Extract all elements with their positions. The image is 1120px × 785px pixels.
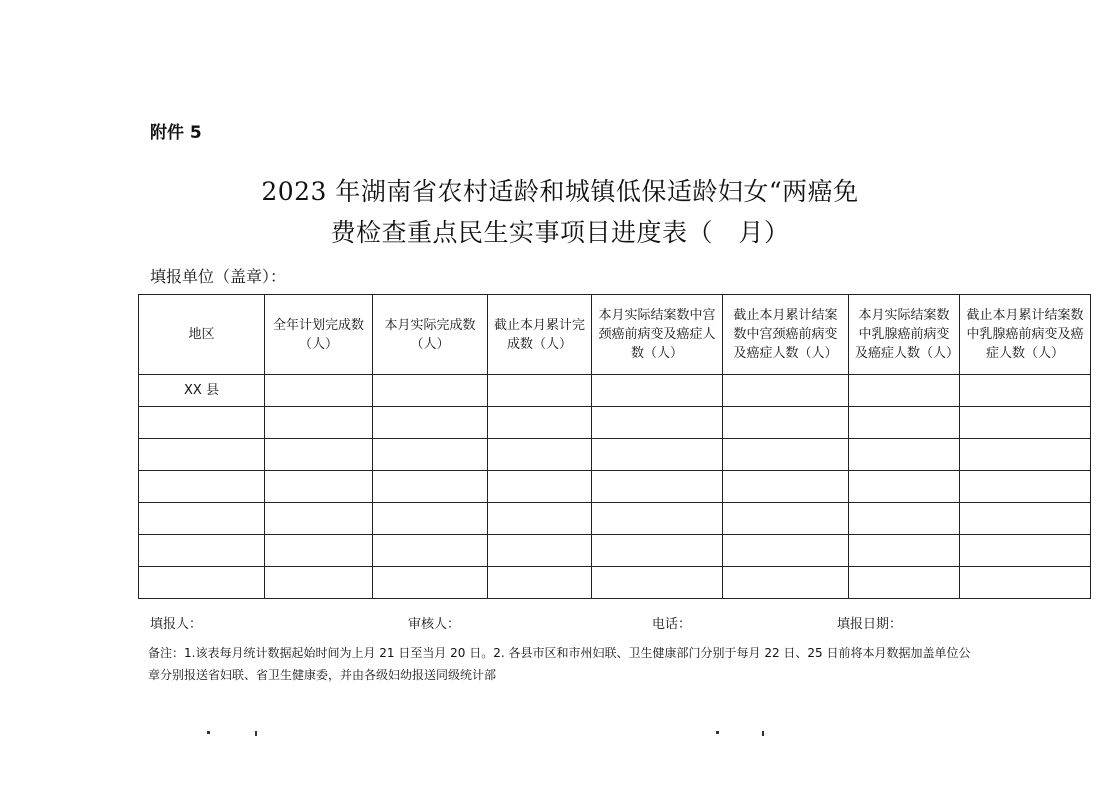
column-header-month-cervical: 本月实际结案数中宫颈癌前病变及癌症人数（人） xyxy=(592,295,723,375)
document-title-line-2: 费检查重点民生实事项目进度表（ 月） xyxy=(330,218,790,247)
data-cell xyxy=(723,567,849,599)
column-header-month-actual: 本月实际完成数（人） xyxy=(373,295,488,375)
scan-speck xyxy=(255,731,257,736)
data-cell xyxy=(723,471,849,503)
data-cell xyxy=(849,567,960,599)
data-cell xyxy=(849,471,960,503)
data-cell xyxy=(592,503,723,535)
data-cell xyxy=(849,375,960,407)
data-cell xyxy=(265,471,373,503)
data-cell xyxy=(265,439,373,471)
data-cell xyxy=(849,407,960,439)
region-cell: XX 县 xyxy=(139,375,265,407)
region-cell xyxy=(139,567,265,599)
data-cell xyxy=(960,439,1091,471)
table-row xyxy=(139,407,1091,439)
data-cell xyxy=(373,375,488,407)
data-cell xyxy=(373,439,488,471)
data-cell xyxy=(373,471,488,503)
data-cell xyxy=(373,407,488,439)
column-header-annual-plan: 全年计划完成数（人） xyxy=(265,295,373,375)
data-cell xyxy=(849,503,960,535)
column-header-cumulative-breast: 截止本月累计结案数中乳腺癌前病变及癌症人数（人） xyxy=(960,295,1091,375)
table-row xyxy=(139,567,1091,599)
region-cell xyxy=(139,503,265,535)
region-cell xyxy=(139,535,265,567)
table-row xyxy=(139,375,1091,407)
data-cell xyxy=(265,407,373,439)
data-cell xyxy=(373,503,488,535)
table-header-row xyxy=(139,295,1091,375)
data-cell xyxy=(960,535,1091,567)
data-cell xyxy=(488,375,592,407)
data-cell xyxy=(723,407,849,439)
data-cell xyxy=(960,471,1091,503)
table-row xyxy=(139,471,1091,503)
data-cell xyxy=(723,503,849,535)
data-cell xyxy=(373,535,488,567)
region-cell xyxy=(139,439,265,471)
data-cell xyxy=(265,375,373,407)
data-cell xyxy=(960,567,1091,599)
data-cell xyxy=(592,567,723,599)
column-header-cumulative-cervical: 截止本月累计结案数中宫颈癌前病变及癌症人数（人） xyxy=(723,295,849,375)
data-cell xyxy=(265,535,373,567)
data-cell xyxy=(849,535,960,567)
fill-unit-label: 填报单位（盖章）： xyxy=(150,267,287,286)
scan-speck xyxy=(207,731,210,734)
table-body xyxy=(139,375,1091,599)
data-cell xyxy=(592,471,723,503)
reviewer-label: 审核人： xyxy=(408,617,461,632)
data-cell xyxy=(849,439,960,471)
data-cell xyxy=(592,375,723,407)
region-cell xyxy=(139,471,265,503)
data-cell xyxy=(488,471,592,503)
column-header-month-breast: 本月实际结案数中乳腺癌前病变及癌症人数（人） xyxy=(849,295,960,375)
data-cell xyxy=(373,567,488,599)
scan-speck xyxy=(762,731,764,736)
data-cell xyxy=(265,567,373,599)
attachment-label: 附件 5 xyxy=(150,123,202,143)
data-cell xyxy=(723,535,849,567)
data-cell xyxy=(488,439,592,471)
data-cell xyxy=(960,503,1091,535)
data-cell xyxy=(592,407,723,439)
data-cell xyxy=(488,567,592,599)
data-cell xyxy=(265,503,373,535)
data-cell xyxy=(723,439,849,471)
region-cell xyxy=(139,407,265,439)
data-cell xyxy=(960,407,1091,439)
filler-label: 填报人： xyxy=(150,617,203,632)
scan-speck xyxy=(716,731,719,734)
fill-date-label: 填报日期： xyxy=(837,617,903,632)
phone-label: 电话： xyxy=(652,617,692,632)
table-row xyxy=(139,503,1091,535)
column-header-cumulative: 截止本月累计完成数（人） xyxy=(488,295,592,375)
data-cell xyxy=(488,535,592,567)
data-cell xyxy=(488,503,592,535)
data-cell xyxy=(592,535,723,567)
remarks-note: 备注：1.该表每月统计数据起始时间为上月 21 日至当月 20 日。2. 各县市区和市州妇联、卫生健康部门分别于每月 22 日、25 日前将本月数据加盖单位公章分别报送省妇联、省卫生健康委，并由各级妇幼报送同级统计部 xyxy=(148,646,971,682)
data-cell xyxy=(592,439,723,471)
table-row xyxy=(139,439,1091,471)
document-title-line-1: 2023 年湖南省农村适龄和城镇低保适龄妇女“两癌免 xyxy=(261,177,859,206)
table-row xyxy=(139,535,1091,567)
data-cell xyxy=(488,407,592,439)
data-cell xyxy=(723,375,849,407)
progress-table xyxy=(138,294,1091,599)
column-header-region: 地区 xyxy=(139,295,265,375)
data-cell xyxy=(960,375,1091,407)
